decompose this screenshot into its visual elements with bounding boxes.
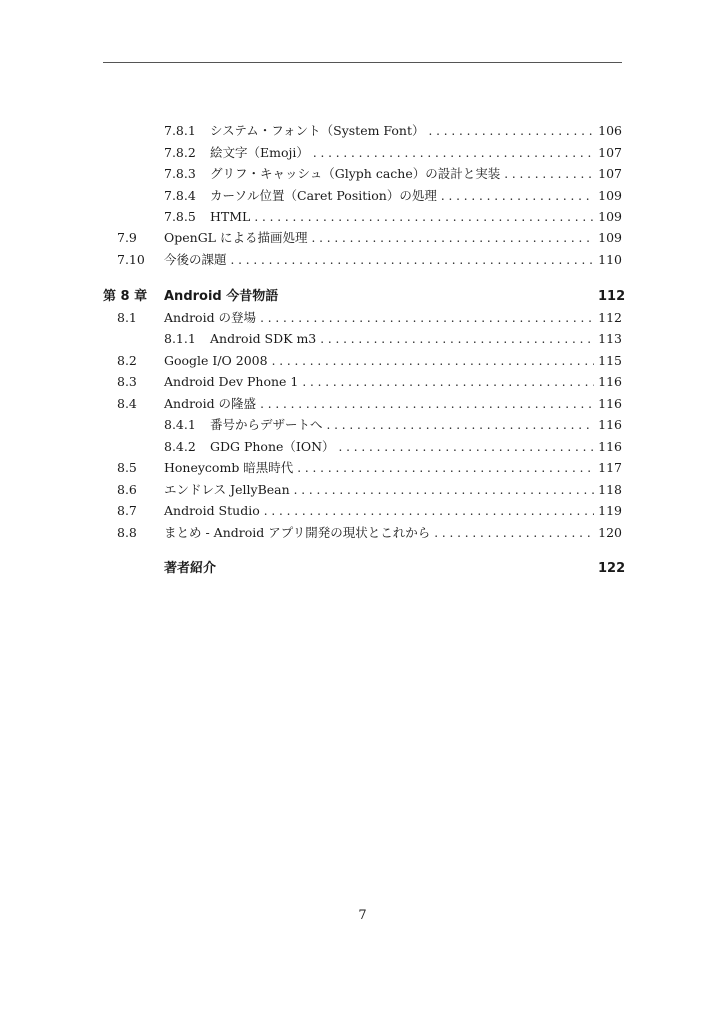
toc-dot-leader	[327, 416, 594, 434]
toc-section-entry[interactable]	[117, 309, 622, 327]
toc-entry-title: Google I/O 2008	[164, 353, 268, 368]
toc-entry-title: 番号からデザートへ	[210, 417, 323, 432]
toc-section-entry[interactable]	[117, 502, 622, 520]
toc-entry-title: GDG Phone（ION）	[210, 439, 335, 454]
toc-entry-number: 第 8 章	[103, 289, 148, 304]
toc-entry-page: 119	[598, 503, 622, 518]
toc-entry-number: 8.4.2	[164, 439, 196, 454]
toc-section-entry[interactable]	[117, 352, 622, 370]
toc-entry-number: 8.7	[117, 503, 137, 518]
toc-entry-page: 117	[598, 460, 622, 475]
toc-entry-number: 8.4.1	[164, 417, 196, 432]
toc-section-entry[interactable]	[117, 229, 622, 247]
toc-dot-leader	[260, 309, 594, 327]
toc-dot-leader	[339, 438, 594, 456]
toc-subsection-entry[interactable]	[164, 438, 622, 456]
toc-section-entry[interactable]	[117, 251, 622, 269]
toc-entry-page: 110	[598, 252, 622, 267]
toc-dot-leader	[254, 208, 594, 226]
toc-dot-leader	[504, 165, 594, 183]
toc-dot-leader	[313, 144, 594, 162]
toc-entry-title: 絵文字（Emoji）	[210, 145, 309, 160]
toc-chapter-entry[interactable]	[103, 288, 626, 306]
toc-entry-page: 112	[598, 289, 626, 304]
toc-subsection-entry[interactable]	[164, 122, 622, 140]
toc-entry-title: 著者紹介	[164, 561, 217, 576]
toc-entry-number: 7.10	[117, 252, 145, 267]
toc-dot-leader	[441, 187, 594, 205]
toc-entry-title: システム・フォント（System Font）	[210, 123, 425, 138]
toc-entry-number: 7.8.1	[164, 123, 196, 138]
toc-subsection-entry[interactable]	[164, 208, 622, 226]
toc-dot-leader	[264, 502, 594, 520]
toc-entry-title: Android SDK m3	[210, 331, 317, 346]
toc-section-entry[interactable]	[117, 395, 622, 413]
toc-entry-page: 122	[598, 561, 626, 576]
toc-entry-title: OpenGL による描画処理	[164, 230, 308, 245]
toc-entry-page: 118	[598, 482, 622, 497]
toc-chapter-entry[interactable]	[103, 560, 626, 578]
toc-entry-title: Android の登場	[164, 310, 257, 325]
toc-entry-title: HTML	[210, 209, 251, 224]
toc-section-entry[interactable]	[117, 373, 622, 391]
toc-subsection-entry[interactable]	[164, 144, 622, 162]
toc-dot-leader	[434, 524, 594, 542]
toc-entry-number: 7.8.4	[164, 188, 196, 203]
toc-entry-page: 106	[598, 123, 622, 138]
toc-entry-title: Honeycomb 暗黒時代	[164, 460, 294, 475]
toc-dot-leader	[302, 373, 594, 391]
toc-entry-page: 115	[598, 353, 622, 368]
toc-entry-page: 116	[598, 439, 622, 454]
page-number: 7	[358, 908, 367, 923]
toc-entry-title: Android の隆盛	[164, 396, 257, 411]
toc-entry-page: 112	[598, 310, 622, 325]
toc-entry-page: 116	[598, 374, 622, 389]
toc-entry-title: Android 今昔物語	[164, 289, 279, 304]
toc-section-entry[interactable]	[117, 481, 622, 499]
toc-dot-leader	[320, 330, 594, 348]
toc-subsection-entry[interactable]	[164, 416, 622, 434]
toc-subsection-entry[interactable]	[164, 165, 622, 183]
toc-entry-number: 7.8.3	[164, 166, 196, 181]
toc-entry-title: グリフ・キャッシュ（Glyph cache）の設計と実装	[210, 166, 501, 181]
toc-entry-title: 今後の課題	[164, 252, 227, 267]
toc-entry-page: 116	[598, 396, 622, 411]
toc-entry-number: 8.4	[117, 396, 137, 411]
toc-dot-leader	[311, 229, 594, 247]
toc-entry-page: 109	[598, 230, 622, 245]
toc-entry-title: Android Dev Phone 1	[164, 374, 299, 389]
toc-entry-number: 8.8	[117, 525, 137, 540]
toc-entry-number: 7.9	[117, 230, 137, 245]
toc-entry-title: まとめ - Android アプリ開発の現状とこれから	[164, 525, 431, 540]
toc-dot-leader	[231, 251, 594, 269]
toc-dot-leader	[297, 459, 594, 477]
toc-dot-leader	[260, 395, 594, 413]
toc-entry-page: 109	[598, 209, 622, 224]
toc-entry-number: 7.8.2	[164, 145, 196, 160]
toc-entry-page: 120	[598, 525, 622, 540]
toc-entry-title: Android Studio	[164, 503, 260, 518]
toc-entry-page: 109	[598, 188, 622, 203]
toc-entry-number: 8.1	[117, 310, 137, 325]
toc-entry-number: 8.5	[117, 460, 137, 475]
toc-dot-leader	[294, 481, 594, 499]
toc-entry-number: 8.3	[117, 374, 137, 389]
toc-entry-page: 113	[598, 331, 622, 346]
toc-dot-leader	[272, 352, 594, 370]
toc-entry-title: エンドレス JellyBean	[164, 482, 290, 497]
toc-entry-page: 107	[598, 166, 622, 181]
toc-section-entry[interactable]	[117, 524, 622, 542]
toc-entry-page: 107	[598, 145, 622, 160]
toc-subsection-entry[interactable]	[164, 330, 622, 348]
toc-entry-number: 8.1.1	[164, 331, 196, 346]
toc-entry-number: 8.6	[117, 482, 137, 497]
toc-dot-leader	[429, 122, 594, 140]
toc-entry-number: 8.2	[117, 353, 137, 368]
toc-subsection-entry[interactable]	[164, 187, 622, 205]
toc-section-entry[interactable]	[117, 459, 622, 477]
toc-entry-number: 7.8.5	[164, 209, 196, 224]
toc-entry-page: 116	[598, 417, 622, 432]
toc-entry-title: カーソル位置（Caret Position）の処理	[210, 188, 437, 203]
